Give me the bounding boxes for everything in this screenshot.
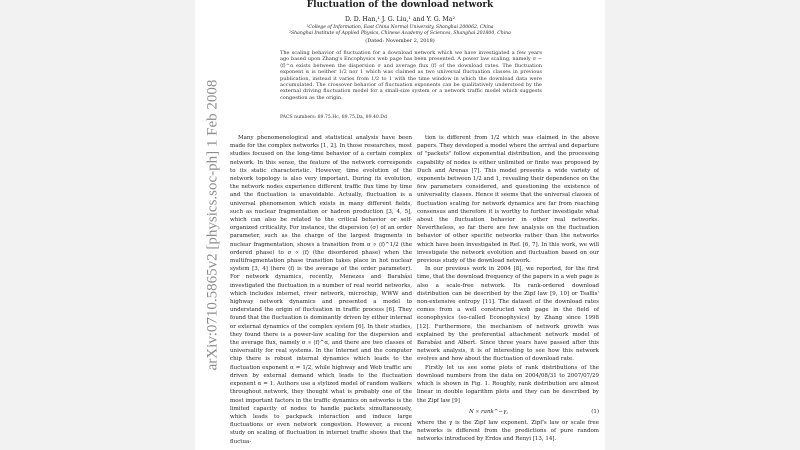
equation-1 — [417, 408, 599, 416]
paragraph: tion is different from 1/2 which was claimed in the above papers. They developed a model where the arrival and departure of "packets" follow exponential distribution, and the processing capability of nodes is either unlimited or finite was proposed by Duch and Arenas [7]. This model presents a wide variety of exponents between 1/2 and 1, revealing their dependence on the few parameters considered, and questioning the existence of universality classes. Hence it seems that the universal classes of fluctuation scaling for network dynamics are far from reaching consensus and therefore it is worthy to further investigate what about the fluctuation behavior in other real networks. Nevertheless, so far there are few analysis on the fluctuation behavior of other specific networks rather than the networks which have been investigated in Ref. [6, 7]. In this work, we will investigate the network evolution and fluctuation based on our previous study of the download network. — [417, 135, 599, 265]
paragraph: where the γ is the Zipf law exponent. Zipf's law or scale free networks is different from the predictions of pure random networks introduced by Erdos and Renyi [13, 14]. — [417, 419, 599, 443]
arxiv-identifier-stamp: arXiv:0710.5865v2 [physics.soc-ph] 1 Feb 2008 — [204, 79, 221, 371]
paragraph: Firstly let us see some plots of rank distributions of the download numbers from the data on 2004/08/31 to 2007/07/29 which is shown in Fig. 1. Roughly, rank distribution are almost linear in double logarithm plots and they can be described by the Zipf law [9] — [417, 364, 599, 404]
affiliation-2: ²Shanghai Institute of Applied Physics, Chinese Academy of Sciences, Shanghai 201800, China — [289, 31, 511, 36]
body-column-left — [230, 134, 412, 450]
affiliations — [195, 25, 605, 37]
body-column-right — [417, 134, 599, 450]
paper-page — [195, 0, 605, 450]
paragraph: In our previous work in 2004 [8], we reported, for the first time, that the download frequency of the papers in a web page is also a scale-free network. Its rank-ordered download distribution can be described by the Zipf law [9, 10] or Tsallis' non-extensive entropy [11]. The dataset of the download rates comes from a well constructed web page in the field of econophysics (so-called Econophysics) by Zhang since 1998 [12]. Furthermore, the mechanism of network growth was explained by the preferential attachment network model of Barabási and Albert. Since three years have passed after this network analysis, it is of interesting to see how this network evolves and how about the fluctuation of download rate. — [417, 266, 599, 363]
paper-title: Fluctuation of the download network — [306, 0, 494, 10]
equation-number: (1) — [591, 408, 599, 415]
pacs-numbers: PACS numbers: 89.75.Hc, 89.75.Da, 89.40.Dd — [280, 115, 387, 120]
dated-line: (Dated: November 2, 2018) — [365, 38, 435, 44]
paragraph: Many phenomenological and statistical analysis have been made for the complex networks [1, 2]. In those researches, most studies focused on the long-time behavior of a certain complex network. In this sense, the feature of the network corresponds to its static characteristic. However, time evolution of the network topology is also very important. During its evolution, the network nodes experience different traffic flux time by time and the fluctuation is unavoidable. Actually, fluctuation is a universal phenomenon which exists in many different fields, such as nuclear fragmentation or hadron production [3, 4, 5], which can also be related to the critical behavior or self-organized criticality. For instance, the dispersion (σ) of an order parameter, such as the charge of the largest fragments in nuclear fragmentation, shows a transition from σ ∝ ⟨f⟩^1/2 (the ordered phase) to σ ∝ ⟨f⟩ (the disordered phase) when the multifragmentation phase transition takes place in hot nuclear system [3, 4] (here ⟨f⟩ is the average of the order parameter). For network dynamics, recently, Menezes and Barabási investigated the fluctuation in a number of real world networks, which includes internet, river network, microchip, WWW and highway network dynamics and presented a model to understand the origin of fluctuation in traffic process [6]. They found that the fluctuation is dominantly driven by either internal or external dynamics of the complex system [6]. In their studies, they found there is a power-law scaling for the dispersion and the average flux, namely σ ∝ ⟨f⟩^α, and there are two classes of universality for real systems. In the Internet and the computer chip there is robust internal dynamics which leads to the fluctuation exponent α = 1/2, while highway and Web traffic are driven by external demand which leads to the fluctuation exponent α = 1. Authors use a stylized model of random walkers throughout network, they thought what is probably one of the most important factors in the traffic dynamics on networks is the limited capacity of nodes to handle packets simultaneously, which leads to packpack interaction and induce large fluctuations or even network congestion. However, a recent study on scaling of fluctuation in internet traffic shows that the fluctua- — [230, 135, 412, 445]
paper-authors: D. D. Han,¹ J. G. Liu,¹ and Y. G. Ma² — [345, 16, 455, 23]
affiliation-1: ¹College of Information, East China Normal University, Shanghai 200062, China — [306, 25, 494, 30]
abstract: The scaling behavior of fluctuation for a download network which we have investigated a few years ago based upon Zhang's Encophysics web page has been presented. A power law scaling, namely σ ∼ ⟨f⟩^α exists between the dispersion σ and average flux ⟨f⟩ of the download rates. The fluctuation exponent α is neither 1/2 nor 1 which was claimed as two universal fluctuation classes in previous publication, instead it varies from 1/2 to 1 with the time window in which the download data were accumulated. The crossover behavior of fluctuation exponents can be qualitatively understood by the external driving fluctuation model for a small-size system or a network traffic model which suggests congestion as the origin. — [280, 50, 542, 101]
equation-body: N ∝ rank^−γ, — [469, 408, 509, 415]
